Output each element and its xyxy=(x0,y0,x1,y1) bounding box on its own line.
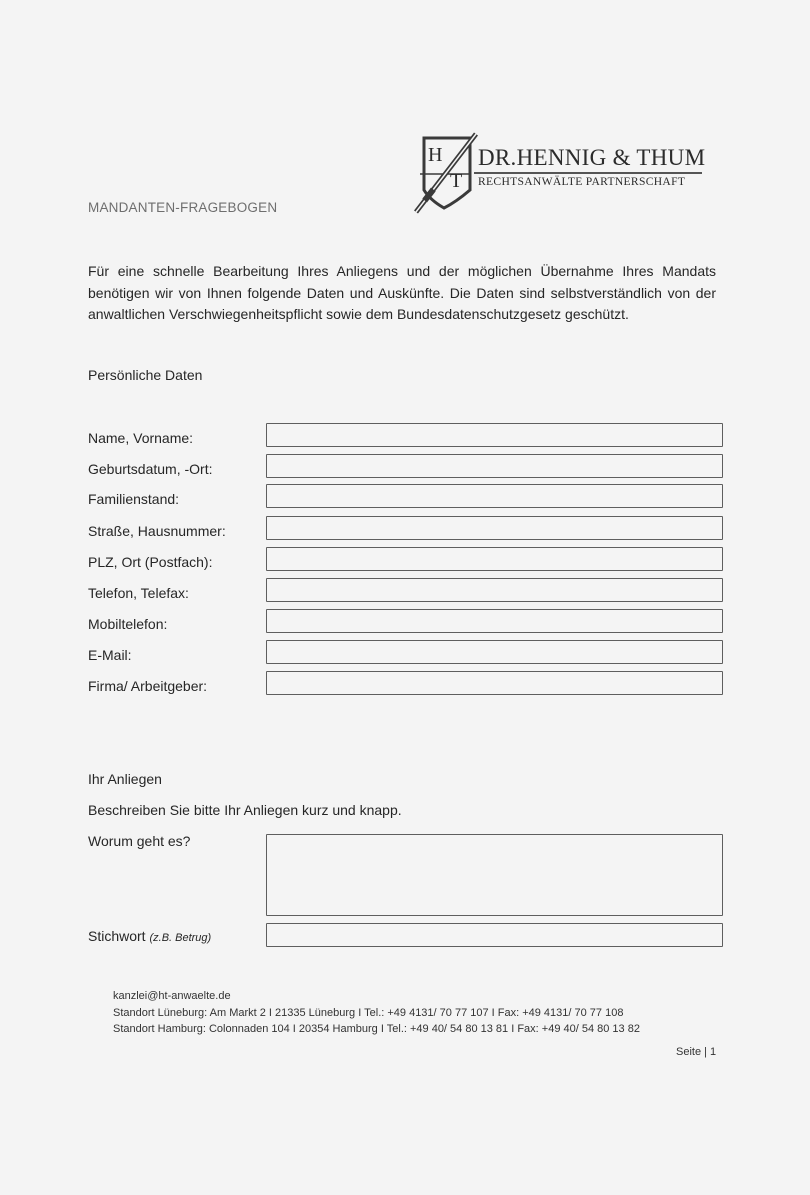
email-label: E-Mail: xyxy=(88,647,132,663)
page-number: Seite | 1 xyxy=(676,1046,717,1058)
firm-logo xyxy=(412,132,706,214)
logo-divider xyxy=(474,172,702,174)
keyword-label xyxy=(88,928,211,944)
firm-name: DR.HENNIG & THUM xyxy=(478,145,706,170)
employer-label: Firma/ Arbeitgeber: xyxy=(88,678,208,694)
keyword-hint: (z.B. Betrug) xyxy=(149,932,212,944)
mobile-field[interactable] xyxy=(266,609,723,633)
employer-field[interactable] xyxy=(266,671,723,695)
footer-contact xyxy=(113,988,640,1038)
concern-instruction: Beschreiben Sie bitte Ihr Anliegen kurz und knapp. xyxy=(88,802,402,818)
firm-subtitle: RECHTSANWÄLTE PARTNERSCHAFT xyxy=(478,175,686,188)
marital-status-field[interactable] xyxy=(266,484,723,508)
mobile-label: Mobiltelefon: xyxy=(88,616,168,632)
logo-monogram-t: T xyxy=(450,170,463,192)
topic-textarea[interactable] xyxy=(266,834,723,916)
document-title: MANDANTEN-FRAGEBOGEN xyxy=(88,200,278,215)
footer-office-lueneburg: Standort Lüneburg: Am Markt 2 I 21335 Lüneburg I Tel.: +49 4131/ 70 77 107 I Fax: +49 4131/ 70 77 108 xyxy=(113,1006,624,1019)
phone-label: Telefon, Telefax: xyxy=(88,585,189,601)
concern-heading: Ihr Anliegen xyxy=(88,771,162,787)
zip-city-label: PLZ, Ort (Postfach): xyxy=(88,554,213,570)
keyword-label-text: Stichwort xyxy=(88,928,146,944)
birth-field[interactable] xyxy=(266,454,723,478)
zip-city-field[interactable] xyxy=(266,547,723,571)
keyword-field[interactable] xyxy=(266,923,723,947)
email-field[interactable] xyxy=(266,640,723,664)
footer-office-hamburg: Standort Hamburg: Colonnaden 104 I 20354 Hamburg I Tel.: +49 40/ 54 80 13 81 I Fax: +49 40/ 54 80 13 82 xyxy=(113,1023,640,1035)
phone-field[interactable] xyxy=(266,578,723,602)
marital-status-label: Familienstand: xyxy=(88,491,180,507)
birth-label: Geburtsdatum, -Ort: xyxy=(88,461,213,477)
name-field[interactable] xyxy=(266,423,723,447)
street-field[interactable] xyxy=(266,516,723,540)
name-label: Name, Vorname: xyxy=(88,430,194,446)
personal-data-heading: Persönliche Daten xyxy=(88,367,203,383)
street-label: Straße, Hausnummer: xyxy=(88,523,226,539)
intro-paragraph: Für eine schnelle Bearbeitung Ihres Anliegens und der möglichen Übernahme Ihres Mandats benötigen wir von Ihnen folgende Daten und Auskünfte. Die Daten sind selbstverständlich von der anwaltlichen Verschwiegenheitspflicht sowie dem Bundesdatenschutzgesetz geschützt. xyxy=(88,263,716,322)
logo-monogram-h: H xyxy=(428,144,443,166)
topic-label: Worum geht es? xyxy=(88,833,191,849)
footer-email[interactable]: kanzlei@ht-anwaelte.de xyxy=(113,990,231,1002)
shield-sword-icon xyxy=(412,132,482,214)
